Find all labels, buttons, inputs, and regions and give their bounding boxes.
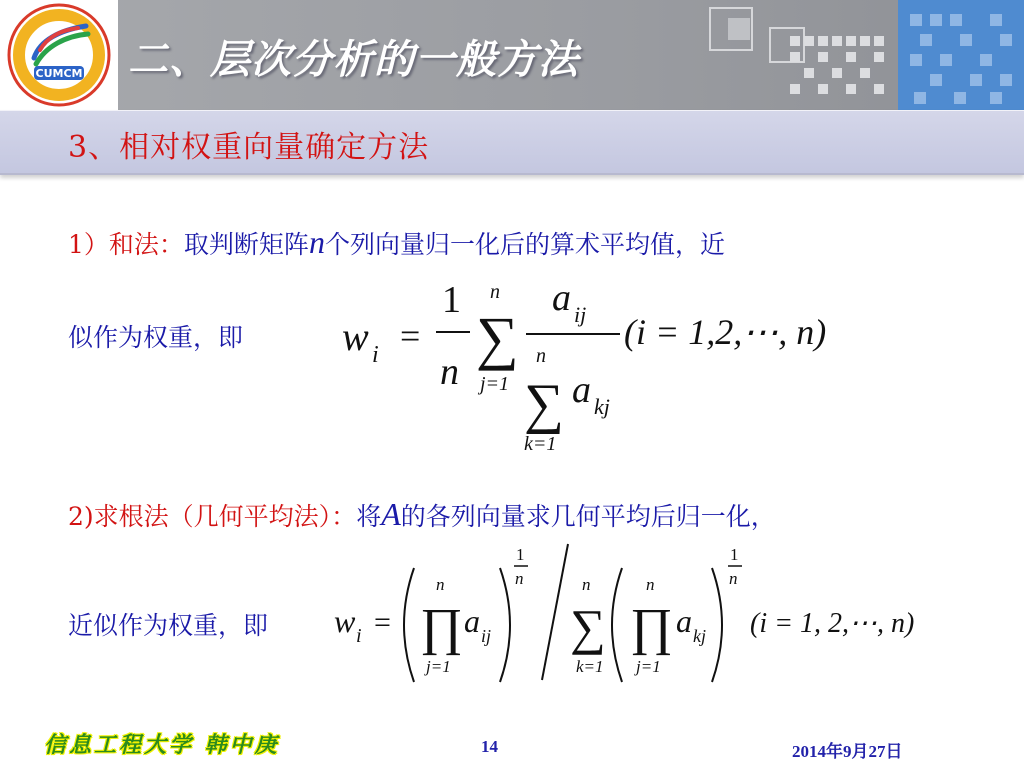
method1-name: 和法： xyxy=(108,230,184,259)
f2-lhs-sub: i xyxy=(356,625,362,647)
f1-equals: = xyxy=(400,316,421,356)
method2-text-b: 的各列向量求几何平均后归一化， xyxy=(400,502,776,531)
f2-paren-left xyxy=(404,568,414,682)
f1-num-term: a xyxy=(552,277,571,319)
logo-panel xyxy=(0,0,118,110)
method1-line1 xyxy=(68,224,725,261)
f1-sum-lower: j=1 xyxy=(480,373,510,395)
f2-prod-upper: n xyxy=(436,575,445,594)
f2-lhs: w xyxy=(334,603,356,639)
method2-text-a: 将 xyxy=(356,502,382,531)
f2-range: (i = 1, 2,⋯, n) xyxy=(750,608,915,639)
method1-text-c: 似作为权重，即 xyxy=(68,323,244,352)
f2-prod-lower: j=1 xyxy=(426,657,451,676)
header-bar xyxy=(0,0,1024,110)
f2-prod-sign: ∏ xyxy=(420,599,463,656)
method2-text-c: 近似作为权重，即 xyxy=(68,611,269,640)
f2-exp2-den: n xyxy=(729,569,738,588)
f2-sum-lower: k=1 xyxy=(576,657,604,676)
method2-number: 2) xyxy=(68,502,94,531)
f1-sum-upper: n xyxy=(490,281,500,303)
f2-term2-sub: kj xyxy=(693,626,706,646)
f2-prod2-sign: ∏ xyxy=(630,599,673,656)
f2-exp2-num: 1 xyxy=(730,545,739,564)
method1-symbol-n: n xyxy=(308,224,325,260)
f2-equals: = xyxy=(374,606,391,639)
f2-prod2-lower: j=1 xyxy=(636,657,661,676)
f1-den-sub: kj xyxy=(594,394,610,419)
method2-line1 xyxy=(68,496,776,533)
f2-term1-sub: ij xyxy=(481,626,492,646)
f1-frac-den: n xyxy=(440,351,459,393)
method1-text-a: 取判断矩阵 xyxy=(183,230,309,259)
formula-sum-method xyxy=(330,272,890,462)
f2-sum-sign: ∑ xyxy=(570,599,606,655)
f2-sum-upper: n xyxy=(582,575,591,594)
f1-sum-sign: ∑ xyxy=(476,305,519,371)
method2-name: 求根法（几何平均法）： xyxy=(93,502,357,531)
f2-paren2-left xyxy=(612,568,622,682)
method1-number: 1） xyxy=(68,230,109,259)
footer-date: 2014年9月27日 xyxy=(792,742,903,761)
f1-den-sum-upper: n xyxy=(536,345,546,367)
svg-text:CUMCM: CUMCM xyxy=(35,67,83,80)
cumcm-logo xyxy=(0,0,118,110)
method2-symbol-A: A xyxy=(381,496,401,532)
footer-page-number: 14 xyxy=(481,737,498,756)
method1-text-b: 个列向量归一化后的算术平均值，近 xyxy=(324,230,725,259)
formula-root-method xyxy=(330,540,950,690)
section-subtitle: 3、相对权重向量确定方法 xyxy=(68,130,430,165)
f2-exp-num: 1 xyxy=(516,545,525,564)
f1-num-sub: ij xyxy=(574,302,587,327)
f1-lhs-sub: i xyxy=(372,342,379,368)
f1-den-term: a xyxy=(572,369,591,411)
f1-den-sum-sign: ∑ xyxy=(524,373,564,435)
f2-term2: a xyxy=(676,603,692,639)
f1-frac-num: 1 xyxy=(442,279,461,321)
slide-title: 二、层次分析的一般方法 xyxy=(128,37,579,83)
f2-prod2-upper: n xyxy=(646,575,655,594)
f1-den-sum-lower: k=1 xyxy=(524,433,557,455)
f2-term1: a xyxy=(464,603,480,639)
decorative-squares xyxy=(700,0,1024,110)
f2-divide-slash xyxy=(542,544,568,680)
f1-lhs: w xyxy=(342,314,369,359)
f1-range: (i = 1,2,⋯, n) xyxy=(624,312,827,352)
f2-paren-right xyxy=(500,568,510,682)
f2-paren2-right xyxy=(712,568,722,682)
f2-exp-den: n xyxy=(515,569,524,588)
footer-author: 信息工程大学 韩中庚 xyxy=(44,732,280,758)
